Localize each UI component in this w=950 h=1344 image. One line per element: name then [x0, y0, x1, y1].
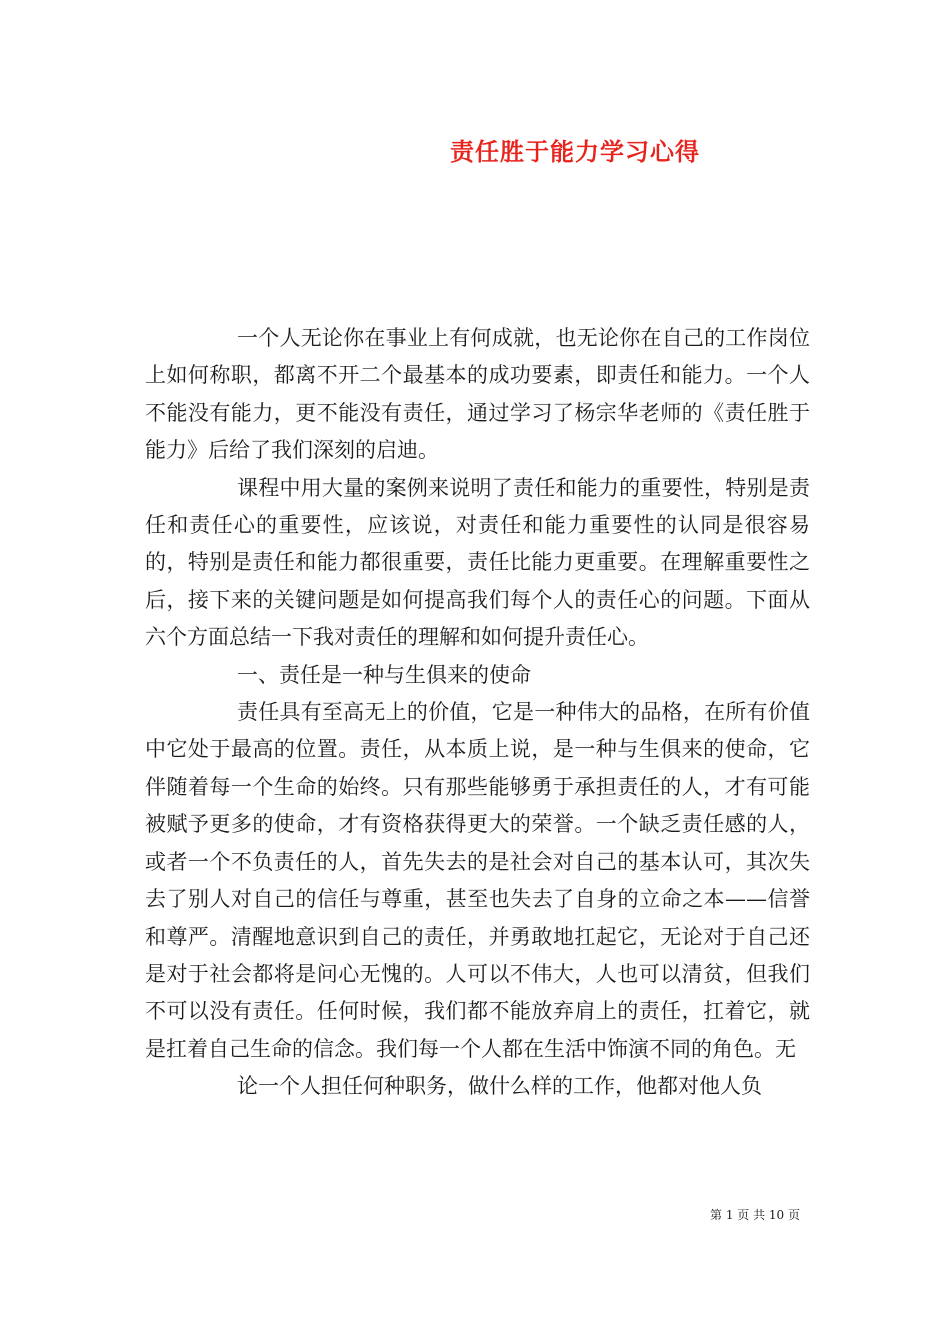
paragraph-responsibility: 责任具有至高无上的价值，它是一种伟大的品格，在所有价值中它处于最高的位置。责任，从本质上说，是一种与生俱来的使命，它伴随着每一个生命的始终。只有那些能够勇于承担责任的人，才有可能被赋予更多的使命，才有资格获得更大的荣誉。一个缺乏责任感的人，或者一个不负责任的人，首先失去的是社会对自己的基本认可，其次失去了别人对自己的信任与尊重，甚至也失去了自身的立命之本——信誉和尊严。清醒地意识到自己的责任，并勇敢地扛起它，无论对于自己还是对于社会都将是问心无愧的。人可以不伟大，人也可以清贫，但我们不可以没有责任。任何时候，我们都不能放弃肩上的责任，扛着它，就是扛着自己生命的信念。我们每一个人都在生活中饰演不同的角色。无 — [145, 700, 810, 1061]
paragraph-continued: 论一个人担任何种职务，做什么样的工作，他都对他人负 — [237, 1074, 762, 1099]
page-number: 第 1 页 共 10 页 — [710, 1208, 800, 1222]
document-body — [145, 320, 810, 1106]
section-heading-one: 一、责任是一种与生俱来的使命 — [237, 662, 531, 687]
document-title: 责任胜于能力学习心得 — [450, 137, 700, 166]
paragraph-course: 课程中用大量的案例来说明了责任和能力的重要性，特别是责任和责任心的重要性，应该说，对责任和能力重要性的认同是很容易的，特别是责任和能力都很重要，责任比能力更重要。在理解重要性之后，接下来的关键问题是如何提高我们每个人的责任心的问题。下面从六个方面总结一下我对责任的理解和如何提升责任心。 — [145, 475, 810, 650]
paragraph-intro: 一个人无论你在事业上有何成就，也无论你在自己的工作岗位上如何称职，都离不开二个最基本的成功要素，即责任和能力。一个人不能没有能力，更不能没有责任，通过学习了杨宗华老师的《责任胜于能力》后给了我们深刻的启迪。 — [145, 326, 810, 463]
